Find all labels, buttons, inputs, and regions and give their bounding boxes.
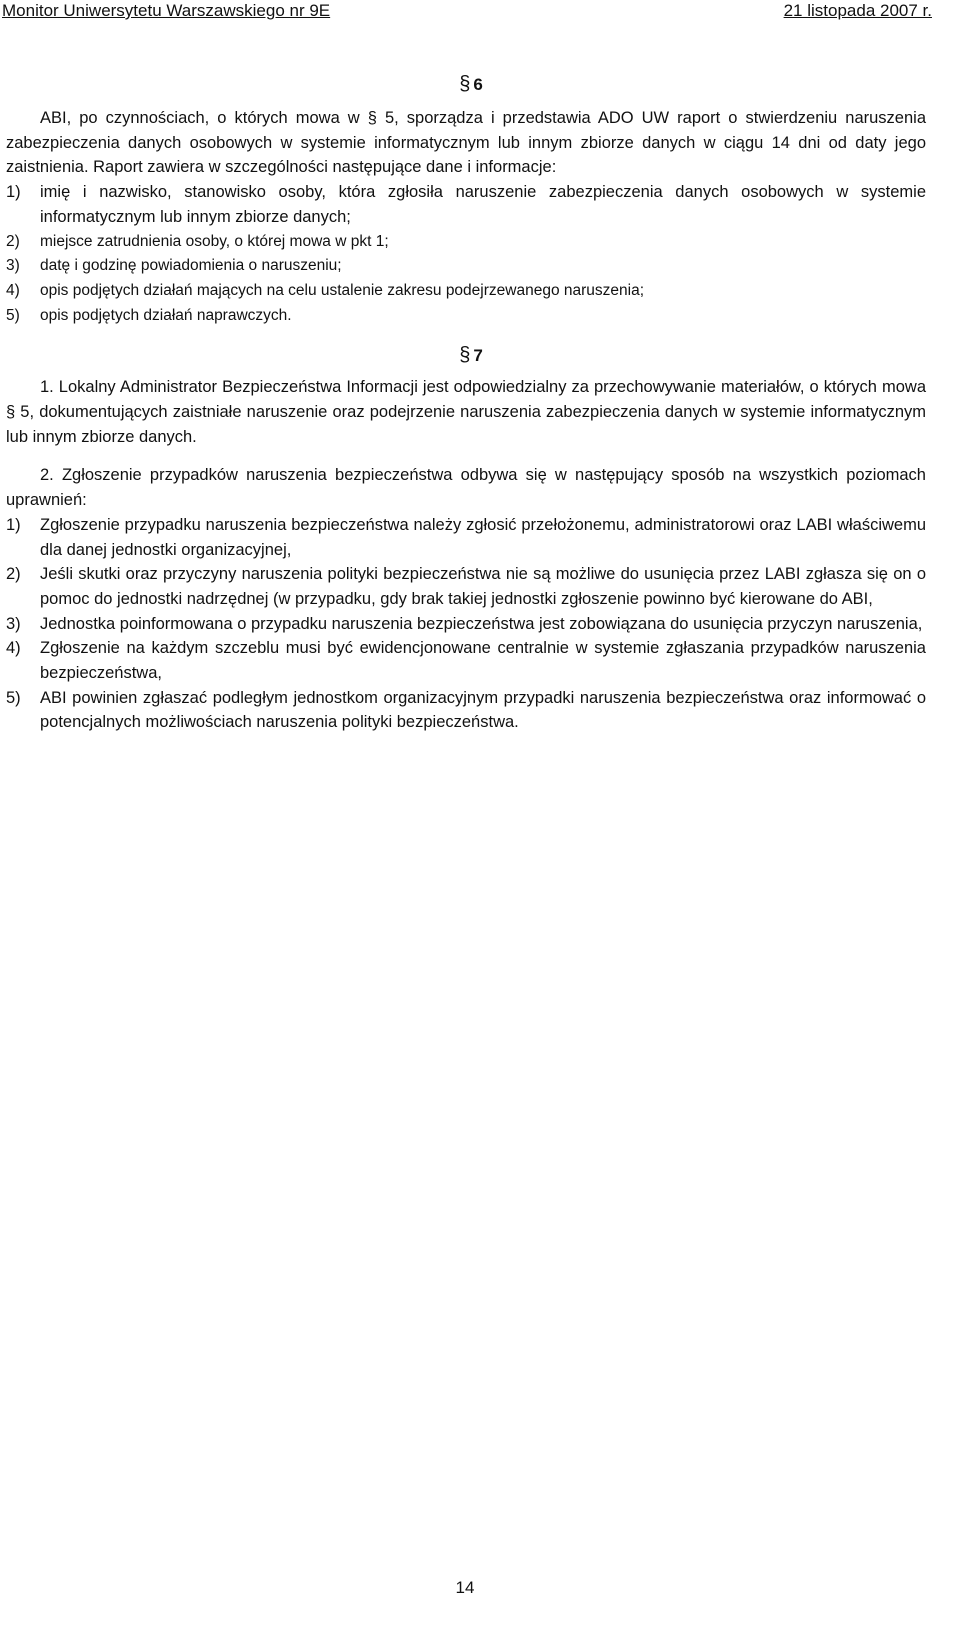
list-item [6, 562, 926, 611]
list-item-text: datę i godzinę powiadomienia o naruszeniu; [40, 257, 342, 275]
section-6-paragraph: ABI, po czynnościach, o których mowa w § 5, sporządza i przedstawia ADO UW raport o stwierdzeniu naruszenia zabezpieczenia danych osobowych w systemie informatycznym lub innym zbiorze danych w ciągu 14 dni od daty jego zaistnienia. Raport zawiera w szczególności następujące dane i informacje: [6, 109, 926, 177]
section-heading-7 [6, 343, 926, 375]
list-item-number: 3) [6, 614, 21, 633]
page-number: 14 [455, 1578, 475, 1597]
list-item-number: 1) [6, 515, 21, 534]
list-item-number: 4) [6, 281, 20, 299]
header-publication-title: Monitor Uniwersytetu Warszawskiego nr 9E [2, 1, 331, 20]
list-item [6, 254, 926, 279]
list-item-text: miejsce zatrudnienia osoby, o której mowa w pkt 1; [40, 232, 389, 250]
paragraph-sign: § [459, 344, 471, 367]
section-7-paragraph-1: 1. Lokalny Administrator Bezpieczeństwa Informacji jest odpowiedzialny za przechowywanie materiałów, o których mowa § 5, dokumentujących zaistniałe naruszenie oraz podejrzenie naruszenia zabezpieczenia danych w systemie informatycznym lub innym zbiorze danych. [6, 378, 926, 446]
list-item-number: 1) [6, 183, 21, 202]
section-7-list [6, 513, 926, 735]
list-item [6, 686, 926, 735]
list-item-number: 4) [6, 639, 21, 658]
list-item-text: Zgłoszenie przypadku naruszenia bezpieczeństwa należy zgłosić przełożonemu, administratorowi oraz LABI właściwemu dla danej jednostki organizacyjnej, [40, 515, 926, 559]
section-heading-6 [6, 72, 926, 106]
paragraph-sign: § [459, 73, 471, 95]
list-item [6, 304, 926, 329]
list-item-text: Jeśli skutki oraz przyczyny naruszenia polityki bezpieczeństwa nie są możliwe do usunięcia przez LABI zgłasza się on o pomoc do jednostki nadrzędnej (w przypadku, gdy brak takiej jednostki zgłoszenie powinno być kierowane do ABI, [40, 565, 926, 608]
list-item [6, 636, 926, 685]
list-item-number: 5) [6, 688, 21, 707]
list-item-text: opis podjętych działań naprawczych. [40, 306, 292, 324]
section-number: 7 [473, 346, 483, 366]
list-item [6, 513, 926, 562]
list-item-text: opis podjętych działań mających na celu ustalenie zakresu podejrzewanego naruszenia; [40, 281, 645, 299]
list-item-number: 2) [6, 232, 20, 250]
list-item-text: ABI powinien zgłaszać podległym jednostkom organizacyjnym przypadki naruszenia bezpieczeństwa oraz informować o potencjalnych możliwościach naruszenia polityki bezpieczeństwa. [40, 688, 926, 732]
list-item-number: 3) [6, 257, 20, 275]
list-item-number: 2) [6, 565, 21, 584]
list-item-text: Zgłoszenie na każdym szczeblu musi być ewidencjonowane centralnie w systemie zgłaszania przypadków naruszenia bezpieczeństwa, [40, 639, 926, 683]
list-item [6, 180, 926, 229]
list-item [6, 230, 926, 255]
document-body [6, 72, 926, 735]
section-7-paragraph-2: 2. Zgłoszenie przypadków naruszenia bezpieczeństwa odbywa się w następujący sposób na wszystkich poziomach uprawnień: [6, 466, 926, 510]
list-item [6, 612, 926, 637]
section-6-list [6, 180, 926, 328]
page-header [0, 0, 960, 26]
list-item-number: 5) [6, 306, 20, 324]
section-number: 6 [473, 75, 483, 94]
list-item-text: Jednostka poinformowana o przypadku naruszenia bezpieczeństwa jest zobowiązana do usunięcia przyczyn naruszenia, [40, 614, 923, 633]
list-item-text: imię i nazwisko, stanowisko osoby, która zgłosiła naruszenie zabezpieczenia danych osobowych w systemie informatycznym lub innym zbiorze danych; [40, 183, 926, 226]
list-item [6, 279, 926, 304]
header-date: 21 listopada 2007 r. [783, 1, 932, 20]
